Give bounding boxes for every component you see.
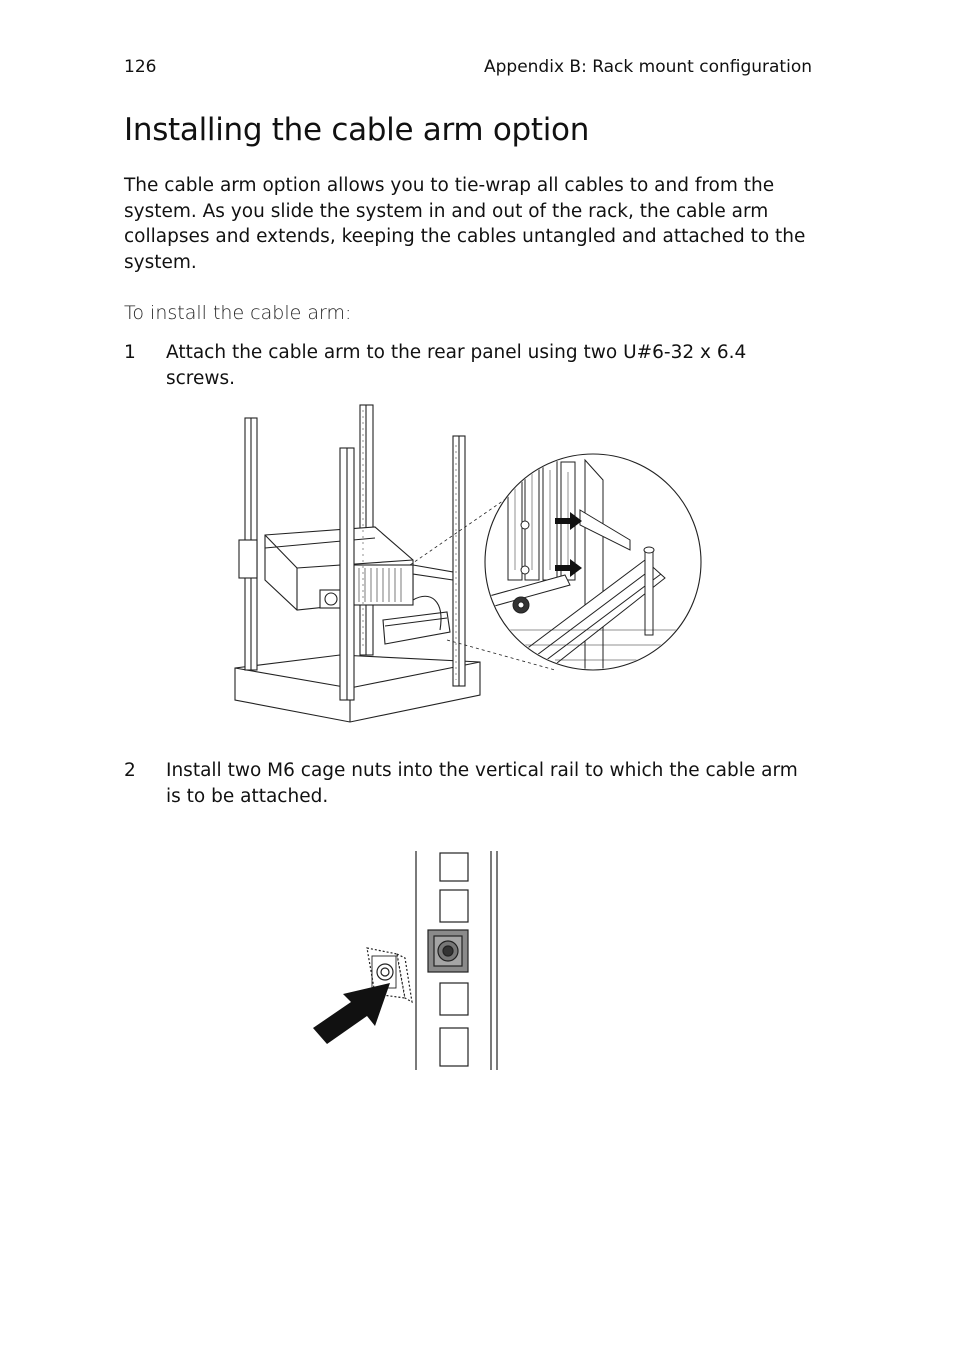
- step-number: 2: [124, 760, 136, 781]
- cage-nut-illustration: [305, 848, 505, 1073]
- step-number: 1: [124, 342, 136, 363]
- running-header: Appendix B: Rack mount configuration: [483, 57, 812, 77]
- step-text: Install two M6 cage nuts into the vertical rail to which the cable arm is to be attached.: [166, 760, 798, 807]
- lead-in-text: To install the cable arm:: [124, 302, 352, 324]
- step-text: Attach the cable arm to the rear panel using two U#6-32 x 6.4 screws.: [166, 342, 747, 389]
- rack-cable-arm-illustration: [225, 400, 710, 735]
- intro-paragraph: The cable arm option allows you to tie-wrap all cables to and from the system. As you slide the system in and out of the rack, the cable arm collapses and extends, keeping the cables untangled and attached to the system.: [124, 175, 806, 274]
- page-title: Installing the cable arm option: [124, 112, 590, 148]
- page-number: 126: [124, 57, 157, 77]
